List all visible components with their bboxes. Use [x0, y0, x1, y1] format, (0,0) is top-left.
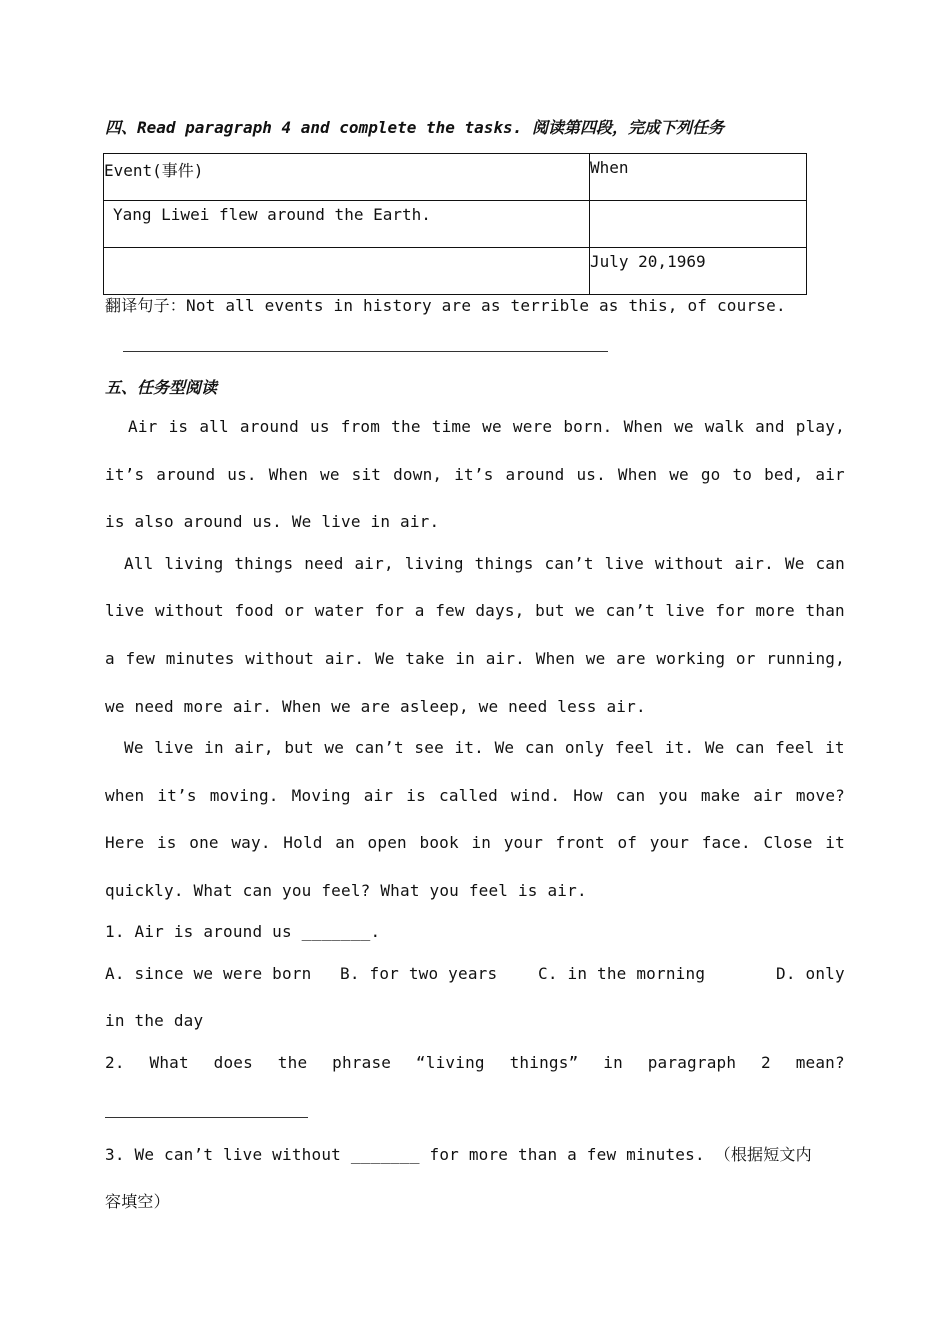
table-cell-when-blank[interactable] — [590, 201, 807, 248]
table-header-row — [104, 154, 807, 201]
q1-option-c[interactable]: C. in the morning — [538, 964, 706, 983]
question-1-stem: 1. Air is around us _______. — [105, 922, 381, 941]
word: When — [268, 465, 309, 484]
q2-word: phrase — [332, 1053, 392, 1072]
word: minutes — [165, 649, 235, 668]
word: can — [524, 738, 555, 757]
word: is — [406, 786, 426, 805]
answer-line[interactable] — [105, 1117, 308, 1118]
word: it’s — [105, 465, 145, 484]
paragraph-line — [124, 738, 845, 757]
question-3-stem-continued: 容填空） — [105, 1192, 170, 1211]
paragraph-line: is also around us. We live in air. — [105, 512, 440, 531]
word: sit — [351, 465, 382, 484]
word: feel — [775, 738, 815, 757]
word: without — [154, 601, 224, 620]
word: wind. — [511, 786, 561, 805]
word: us. — [227, 465, 257, 484]
word: Here — [105, 833, 145, 852]
q2-word: “living — [415, 1053, 485, 1072]
q2-word: things” — [509, 1053, 579, 1072]
paragraph-line — [105, 649, 845, 668]
table-cell-event: Yang Liwei flew around the Earth. — [104, 201, 590, 248]
word: all — [199, 417, 229, 436]
word: living — [164, 554, 224, 573]
word: air — [363, 786, 394, 805]
word: live — [105, 601, 145, 620]
word: without — [245, 649, 315, 668]
paragraph-line: we need more air. When we are asleep, we need less air. — [105, 697, 646, 716]
word: front — [555, 833, 605, 852]
word: your — [649, 833, 690, 852]
word: can’t — [544, 554, 594, 573]
word: when — [105, 786, 145, 805]
word: down, — [393, 465, 443, 484]
word: is — [168, 417, 189, 436]
q2-word: paragraph — [647, 1053, 737, 1072]
word: were — [512, 417, 553, 436]
word: book — [419, 833, 459, 852]
word: one — [189, 833, 219, 852]
word: living — [404, 554, 464, 573]
word: way. — [231, 833, 271, 852]
word: around — [156, 465, 216, 484]
word: and — [755, 417, 785, 436]
word: How — [573, 786, 603, 805]
word: we — [324, 738, 345, 757]
word: Hold — [283, 833, 323, 852]
word: few — [435, 601, 465, 620]
word: things — [474, 554, 534, 573]
word: from — [340, 417, 381, 436]
word: it — [825, 738, 845, 757]
word: to — [732, 465, 753, 484]
word: go — [700, 465, 721, 484]
word: in — [471, 833, 492, 852]
word: for — [715, 601, 745, 620]
word: We — [704, 738, 725, 757]
q1-option-d-continued: in the day — [105, 1011, 204, 1030]
paragraph-line — [128, 417, 845, 436]
word: in — [455, 649, 475, 668]
word: or — [284, 601, 305, 620]
word: Air — [128, 417, 158, 436]
word: We — [124, 738, 144, 757]
word: water — [314, 601, 364, 620]
word: more — [755, 601, 795, 620]
word: We — [784, 554, 805, 573]
word: live — [665, 601, 705, 620]
word: air, — [234, 738, 274, 757]
q1-option-d[interactable]: D. only — [776, 964, 845, 983]
paragraph-line — [105, 465, 845, 484]
word: we — [482, 417, 502, 436]
word: than — [805, 601, 845, 620]
word: we — [320, 465, 340, 484]
table-header-when: When — [590, 154, 807, 201]
word: can’t — [354, 738, 404, 757]
word: When — [623, 417, 663, 436]
word: it — [825, 833, 845, 852]
word: All — [124, 554, 154, 573]
word: feel — [614, 738, 655, 757]
word: can’t — [605, 601, 655, 620]
word: us — [309, 417, 330, 436]
word: without — [654, 554, 724, 573]
word: things — [234, 554, 294, 573]
word: We — [374, 649, 395, 668]
table-row — [104, 201, 807, 248]
word: When — [535, 649, 576, 668]
q2-word: 2. — [105, 1053, 125, 1072]
q2-word: does — [213, 1053, 253, 1072]
word: can — [615, 786, 646, 805]
word: around — [239, 417, 299, 436]
word: it. — [664, 738, 695, 757]
word: time — [431, 417, 472, 436]
paragraph-line — [105, 833, 845, 852]
question-2-stem — [105, 1053, 845, 1072]
word: take — [405, 649, 445, 668]
word: working — [656, 649, 726, 668]
q2-word: What — [149, 1053, 189, 1072]
word: the — [391, 417, 421, 436]
word: Moving — [291, 786, 351, 805]
q2-word: the — [277, 1053, 308, 1072]
table-cell-event-blank[interactable] — [104, 248, 590, 295]
q1-option-a[interactable]: A. since we were born — [105, 964, 312, 983]
word: few — [125, 649, 156, 668]
word: air. — [324, 649, 365, 668]
word: it’s — [454, 465, 494, 484]
translate-prompt: 翻译句子：Not all events in history are as terrible as this, of course. — [105, 296, 786, 315]
word: days, — [475, 601, 525, 620]
table-row — [104, 248, 807, 295]
word: food — [234, 601, 274, 620]
word: make — [700, 786, 741, 805]
word: When — [617, 465, 658, 484]
word: it’s — [157, 786, 197, 805]
word: of — [617, 833, 638, 852]
word: or — [735, 649, 756, 668]
word: We — [494, 738, 515, 757]
paragraph-line — [105, 786, 845, 805]
word: running, — [766, 649, 845, 668]
q2-word: in — [603, 1053, 623, 1072]
section4-title: 四、Read paragraph 4 and complete the tasks. 阅读第四段，完成下列任务 — [105, 118, 724, 137]
word: need — [304, 554, 344, 573]
word: an — [335, 833, 355, 852]
word: are — [616, 649, 646, 668]
word: live — [604, 554, 644, 573]
word: born. — [563, 417, 613, 436]
paragraph-line — [124, 554, 845, 573]
word: you — [658, 786, 688, 805]
word: can — [815, 554, 845, 573]
paragraph-line: quickly. What can you feel? What you feel is air. — [105, 881, 587, 900]
word: only — [564, 738, 605, 757]
word: a — [414, 601, 425, 620]
word: we — [585, 649, 606, 668]
word: called — [438, 786, 498, 805]
word: for — [374, 601, 405, 620]
word: is — [156, 833, 177, 852]
q2-word: 2 — [761, 1053, 771, 1072]
word: we — [575, 601, 595, 620]
question-3-stem: 3. We can’t live without _______ for more than a few minutes. （根据短文内 — [105, 1145, 812, 1164]
word: live — [154, 738, 194, 757]
word: us. — [576, 465, 606, 484]
word: we — [669, 465, 689, 484]
word: we — [674, 417, 694, 436]
word: open — [367, 833, 407, 852]
word: bed, — [764, 465, 804, 484]
word: but — [284, 738, 314, 757]
word: walk — [704, 417, 745, 436]
word: moving. — [209, 786, 279, 805]
paragraph-line — [105, 601, 845, 620]
word: air. — [734, 554, 774, 573]
word: in — [204, 738, 224, 757]
word: a — [105, 649, 115, 668]
word: air — [815, 465, 845, 484]
section5-title: 五、任务型阅读 — [105, 378, 218, 397]
word: air — [753, 786, 783, 805]
q2-word: mean? — [795, 1053, 845, 1072]
word: air. — [485, 649, 526, 668]
word: Close — [763, 833, 813, 852]
word: around — [505, 465, 565, 484]
word: see — [414, 738, 444, 757]
word: air, — [354, 554, 394, 573]
word: face. — [701, 833, 751, 852]
word: play, — [795, 417, 845, 436]
table-header-event: Event(事件) — [104, 154, 590, 201]
answer-line[interactable] — [123, 351, 608, 352]
word: move? — [795, 786, 845, 805]
word: your — [503, 833, 544, 852]
q1-option-b[interactable]: B. for two years — [340, 964, 498, 983]
word: but — [535, 601, 565, 620]
word: it. — [454, 738, 484, 757]
table-cell-when: July 20,1969 — [590, 248, 807, 295]
word: can — [735, 738, 765, 757]
event-table — [103, 153, 807, 295]
